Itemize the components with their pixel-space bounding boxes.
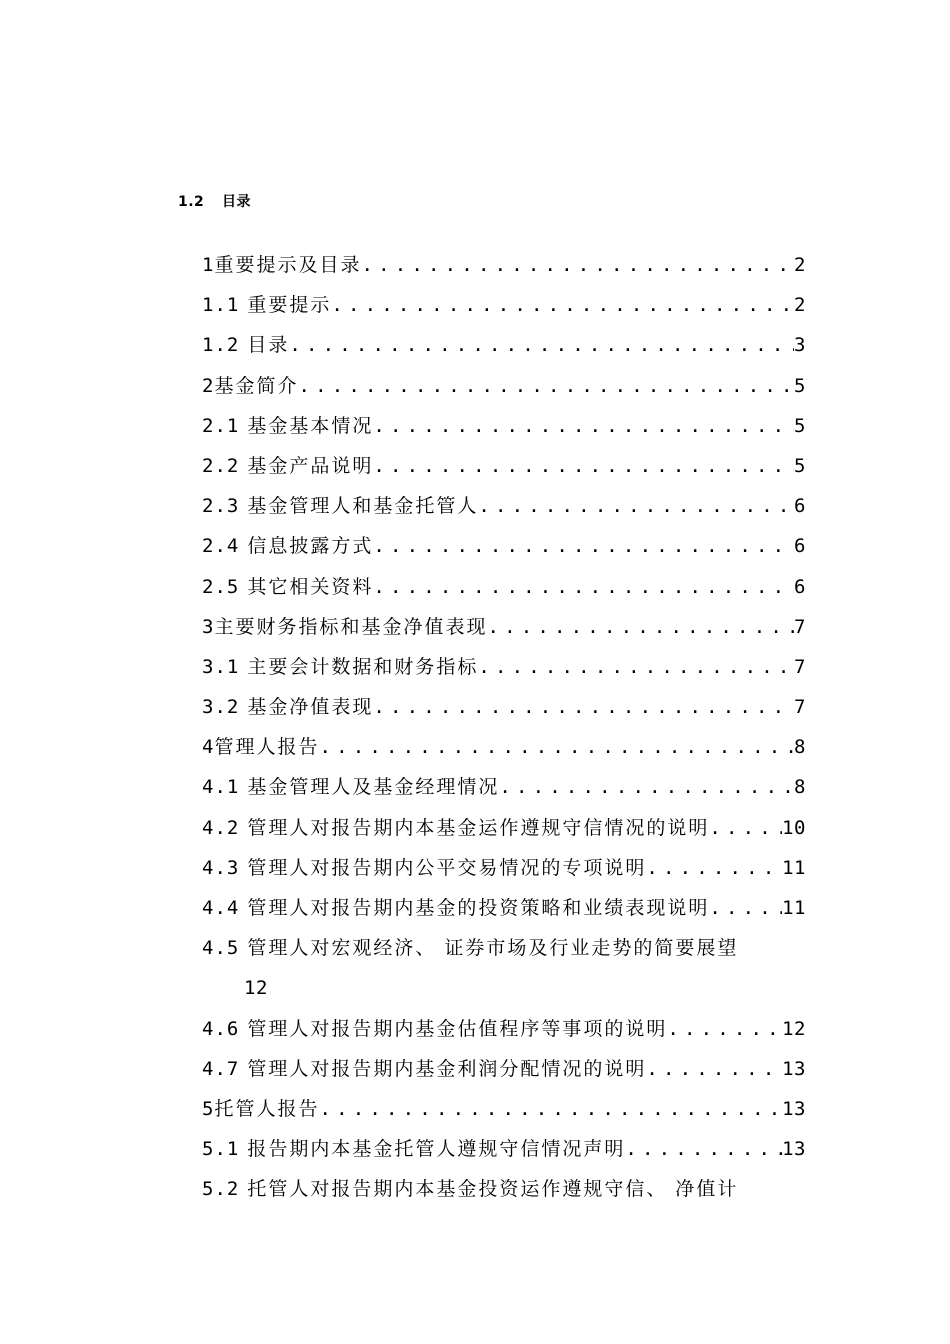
toc-entry[interactable] bbox=[202, 808, 806, 848]
toc-title: 管理人对报告期内基金利润分配情况的说明 bbox=[247, 1057, 647, 1080]
toc-leader bbox=[646, 848, 782, 888]
toc-title: 管理人对宏观经济、 证券市场及行业走势的简要展望 bbox=[247, 937, 739, 960]
toc-entry[interactable] bbox=[202, 245, 806, 285]
toc-leader bbox=[667, 1009, 782, 1049]
toc-number: 3.2 bbox=[202, 696, 240, 719]
toc-title: 基金简介 bbox=[214, 374, 299, 397]
toc-leader bbox=[331, 285, 794, 325]
toc-leader bbox=[478, 486, 794, 526]
toc-entry[interactable] bbox=[202, 1129, 806, 1169]
toc-entry[interactable] bbox=[202, 325, 806, 365]
toc-title: 基金产品说明 bbox=[247, 454, 374, 477]
toc-page: 13 bbox=[782, 1138, 806, 1161]
toc-entry[interactable] bbox=[202, 647, 806, 687]
section-heading bbox=[178, 191, 251, 211]
toc-leader bbox=[499, 767, 794, 807]
toc-title: 基金管理人及基金经理情况 bbox=[247, 776, 500, 799]
section-number: 1.2 bbox=[178, 194, 205, 210]
toc-entry[interactable] bbox=[202, 767, 806, 807]
toc-page: 7 bbox=[794, 655, 806, 678]
toc-number: 4.5 bbox=[202, 937, 240, 960]
toc-entry[interactable] bbox=[202, 526, 806, 566]
toc-page: 5 bbox=[794, 374, 806, 397]
toc-title: 主要会计数据和财务指标 bbox=[247, 655, 479, 678]
toc-number: 5.1 bbox=[202, 1138, 240, 1161]
toc-entry[interactable] bbox=[202, 687, 806, 727]
toc-leader bbox=[487, 607, 794, 647]
toc-title: 托管人对报告期内本基金投资运作遵规守信、 净值计 bbox=[247, 1178, 739, 1201]
toc-title: 信息披露方式 bbox=[247, 535, 374, 558]
toc-page: 12 bbox=[782, 1017, 806, 1040]
toc-leader bbox=[646, 1049, 782, 1089]
toc-number: 2.5 bbox=[202, 575, 240, 598]
toc-number: 1.1 bbox=[202, 294, 240, 317]
toc-page: 7 bbox=[794, 615, 806, 638]
toc-page: 8 bbox=[794, 776, 806, 799]
toc-entry[interactable] bbox=[202, 486, 806, 526]
toc-page: 11 bbox=[782, 897, 806, 919]
toc-leader bbox=[373, 406, 794, 446]
toc-page: 7 bbox=[794, 696, 806, 719]
toc-title: 管理人对报告期内公平交易情况的专项说明 bbox=[247, 856, 647, 879]
toc-number: 4.6 bbox=[202, 1017, 240, 1040]
toc-title: 重要提示及目录 bbox=[214, 254, 362, 276]
toc-title: 其它相关资料 bbox=[247, 575, 374, 598]
toc-number: 4.7 bbox=[202, 1057, 240, 1080]
toc-page: 13 bbox=[782, 1057, 806, 1080]
toc-entry[interactable] bbox=[202, 928, 806, 1008]
section-title: 目录 bbox=[222, 194, 251, 210]
toc-number: 4.4 bbox=[202, 897, 240, 919]
toc-number: 4.2 bbox=[202, 816, 240, 839]
toc-entry[interactable] bbox=[202, 366, 806, 406]
toc-number: 5 bbox=[202, 1097, 215, 1120]
toc-title: 托管人报告 bbox=[214, 1097, 320, 1120]
toc-number: 1.2 bbox=[202, 334, 240, 357]
toc-number: 2.1 bbox=[202, 414, 240, 437]
toc-entry[interactable] bbox=[202, 406, 806, 446]
toc-page: 11 bbox=[782, 856, 806, 879]
toc-entry[interactable] bbox=[202, 446, 806, 486]
toc-number: 2.2 bbox=[202, 454, 240, 477]
toc-entry[interactable] bbox=[202, 848, 806, 888]
toc-number: 2.4 bbox=[202, 535, 240, 558]
toc-number: 5.2 bbox=[202, 1178, 240, 1201]
toc-entry[interactable] bbox=[202, 888, 806, 928]
toc-page: 5 bbox=[794, 454, 806, 477]
toc-number: 2.3 bbox=[202, 495, 240, 518]
toc-number: 4.1 bbox=[202, 776, 240, 799]
toc-leader bbox=[625, 1129, 782, 1169]
toc-leader bbox=[709, 888, 782, 928]
toc-page: 13 bbox=[782, 1097, 806, 1120]
toc-entry[interactable] bbox=[202, 727, 806, 767]
toc-leader bbox=[319, 1089, 782, 1129]
toc-title: 管理人对报告期内基金的投资策略和业绩表现说明 bbox=[247, 897, 710, 919]
toc-title: 基金基本情况 bbox=[247, 414, 374, 437]
toc-leader bbox=[298, 366, 794, 406]
toc-page: 10 bbox=[782, 816, 806, 839]
toc-entry[interactable] bbox=[202, 285, 806, 325]
toc-leader bbox=[373, 687, 794, 727]
toc-page: 3 bbox=[794, 334, 806, 357]
toc-entry[interactable] bbox=[202, 1089, 806, 1129]
toc-page: 12 bbox=[244, 977, 268, 1000]
toc-page: 2 bbox=[794, 294, 806, 317]
toc-leader bbox=[289, 325, 794, 365]
toc-page: 6 bbox=[794, 495, 806, 518]
toc-page: 5 bbox=[794, 414, 806, 437]
toc-title: 主要财务指标和基金净值表现 bbox=[214, 615, 488, 638]
toc-leader bbox=[373, 526, 794, 566]
toc-leader bbox=[709, 808, 782, 848]
toc-number: 4.3 bbox=[202, 856, 240, 879]
toc-title: 管理人对报告期内本基金运作遵规守信情况的说明 bbox=[247, 816, 710, 839]
toc-number: 4 bbox=[202, 736, 215, 759]
toc-entry[interactable] bbox=[202, 1049, 806, 1089]
toc-entry[interactable] bbox=[202, 1009, 806, 1049]
toc-number: 3.1 bbox=[202, 655, 240, 678]
toc-number: 1 bbox=[202, 254, 215, 276]
toc-title: 重要提示 bbox=[247, 294, 332, 317]
toc-leader bbox=[361, 245, 794, 285]
toc-title: 目录 bbox=[247, 334, 290, 357]
toc-leader bbox=[373, 446, 794, 486]
toc-page: 6 bbox=[794, 535, 806, 558]
toc-leader bbox=[319, 727, 794, 767]
toc-page: 8 bbox=[794, 736, 806, 759]
toc-number: 2 bbox=[202, 374, 215, 397]
toc-entry[interactable] bbox=[202, 607, 806, 647]
table-of-contents bbox=[202, 245, 806, 1210]
toc-entry[interactable] bbox=[202, 1169, 806, 1209]
toc-number: 3 bbox=[202, 615, 215, 638]
toc-title: 基金管理人和基金托管人 bbox=[247, 495, 479, 518]
toc-title: 报告期内本基金托管人遵规守信情况声明 bbox=[247, 1138, 626, 1161]
toc-page: 2 bbox=[794, 254, 806, 276]
toc-title: 管理人报告 bbox=[214, 736, 320, 759]
toc-entry[interactable] bbox=[202, 567, 806, 607]
toc-title: 基金净值表现 bbox=[247, 696, 374, 719]
toc-leader bbox=[478, 647, 794, 687]
toc-title: 管理人对报告期内基金估值程序等事项的说明 bbox=[247, 1017, 668, 1040]
toc-leader bbox=[373, 567, 794, 607]
toc-page: 6 bbox=[794, 575, 806, 598]
